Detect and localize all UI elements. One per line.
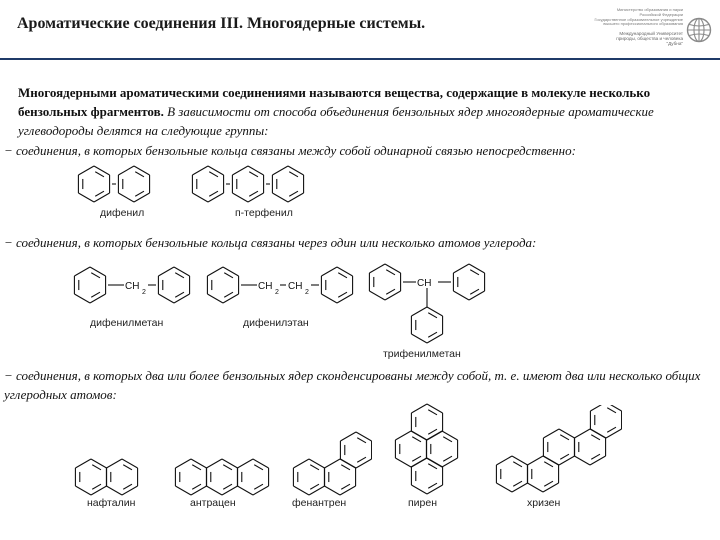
logo-line: Российской Федерации [639, 11, 683, 17]
triphenylmethane-structure [363, 260, 495, 348]
university-logo [585, 4, 717, 56]
pyrene-structure [385, 400, 470, 500]
formula-ch2: CH [125, 281, 140, 292]
intro-paragraph [18, 83, 708, 140]
logo-caption [585, 8, 683, 47]
diphenylmethane-label: дифенилметан [90, 317, 164, 329]
logo-line: Государственное образовательное учреждение [594, 16, 683, 22]
anthracene-label: антрацен [190, 497, 236, 509]
formula-subscript: 2 [275, 289, 279, 296]
anthracene-structure [172, 456, 280, 498]
triphenylmethane-label: трифенилметан [383, 348, 461, 360]
group-3-description: − соединения, в которых два или более бензольных ядер сконденсированы между собой, т. е. имеют два или несколько общих углеродных атомов: [4, 368, 701, 402]
formula-subscript: 2 [305, 289, 309, 296]
group-1-description: − соединения, в которых бензольные кольца связаны между собой одинарной связью непосредственно: [4, 143, 576, 158]
diphenylethane-label: дифенилэтан [243, 317, 309, 329]
logo-university-line: "Дубна" [666, 40, 683, 46]
logo-line: высшего профессионального образования [603, 21, 683, 27]
diphenylmethane-structure [72, 264, 197, 306]
chrysene-label: хризен [527, 497, 561, 509]
phenanthrene-structure [290, 425, 372, 497]
logo-university-line: природы, общества и человека [616, 35, 683, 41]
naphthalene-label: нафталин [87, 497, 136, 509]
formula-subscript: 2 [142, 289, 146, 296]
slide-title: Ароматические соединения III. Многоядерные системы. [17, 15, 426, 32]
intro-definition: Многоядерными ароматическими соединениями называются вещества, содержащие в молекуле несколько бензольных фрагментов. [18, 85, 651, 119]
group-2-description: − соединения, в которых бензольные кольца связаны через один или несколько атомов углерода: [4, 235, 537, 250]
pyrene-label: пирен [408, 497, 438, 509]
intro-classification: В зависимости от способа объединения бензольных ядер многоядерные ароматические углеводороды делятся на следующие группы: [18, 104, 654, 138]
logo-line: Министерство образования и науки [616, 7, 683, 12]
diphenyl-label: дифенил [100, 207, 145, 219]
formula-ch: CH [417, 278, 432, 289]
logo-university-line: Международный Университет [619, 31, 683, 37]
diphenylethane-structure [205, 264, 360, 306]
terphenyl-label: п-терфенил [235, 207, 293, 219]
phenanthrene-label: фенантрен [292, 497, 347, 509]
chrysene-structure [492, 405, 622, 497]
globe-icon [686, 17, 712, 43]
formula-ch2: CH [288, 281, 303, 292]
diphenyl-structure [76, 163, 176, 205]
naphthalene-structure [72, 456, 147, 498]
header-divider [0, 58, 720, 60]
terphenyl-structure [190, 163, 340, 205]
formula-ch2: CH [258, 281, 273, 292]
